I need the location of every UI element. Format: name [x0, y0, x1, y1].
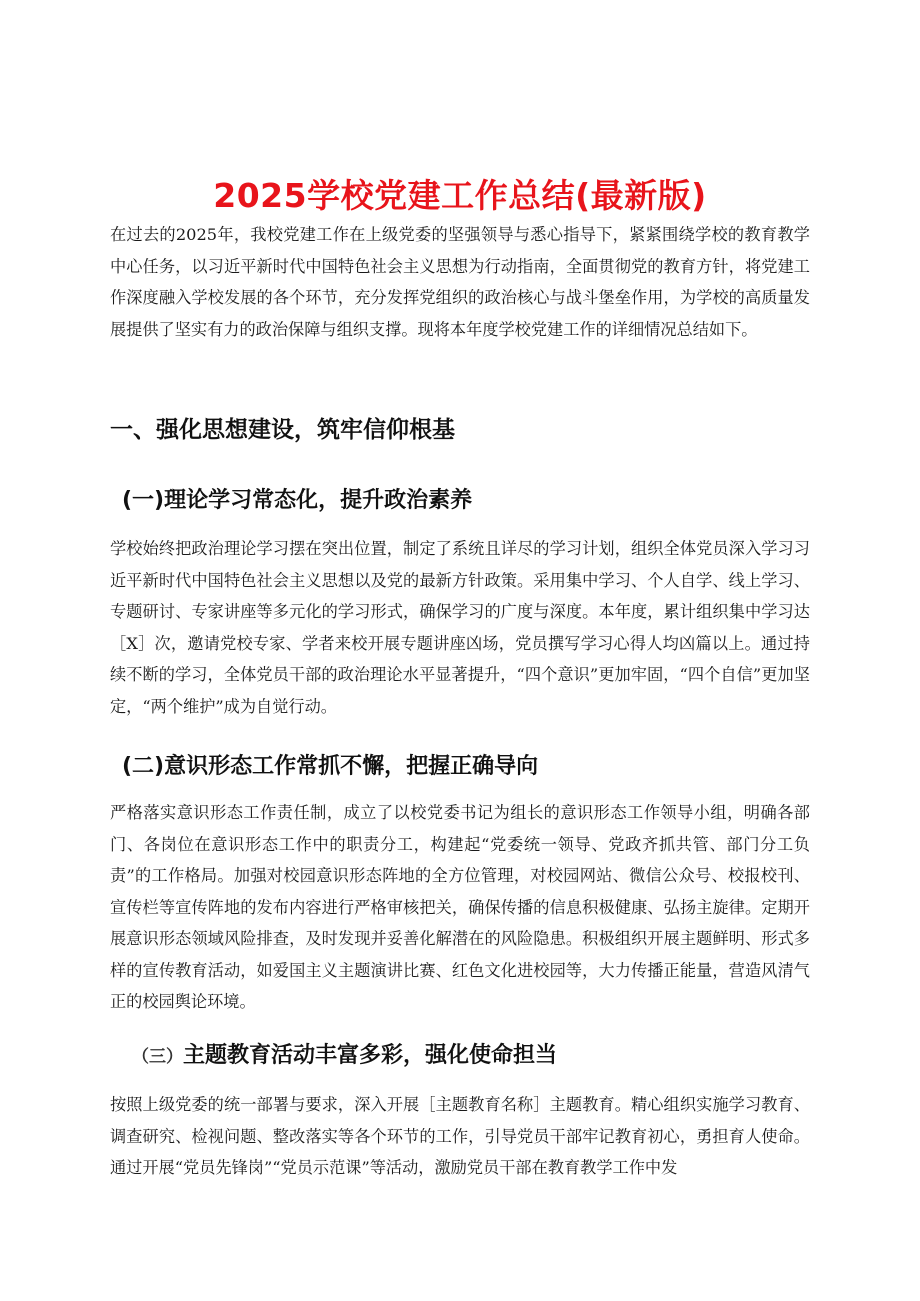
subsection-2-heading: (二)意识形态工作常抓不懈，把握正确导向: [122, 754, 539, 779]
subsection-3-prefix: （三）: [132, 1047, 183, 1067]
subsection-3-body: 按照上级党委的统一部署与要求，深入开展［主题教育名称］主题教育。精心组织实施学习教育、调查研究、检视问题、整改落实等各个环节的工作，引导党员干部牢记教育初心，勇担育人使命。通过开展“党员先锋岗”“党员示范课”等活动，激励党员干部在教育教学工作中发: [110, 1095, 810, 1177]
subsection-3-title: 主题教育活动丰富多彩，强化使命担当: [183, 1043, 558, 1068]
document-title: 2025学校党建工作总结(最新版): [213, 176, 707, 216]
section-1-heading: 一、强化思想建设，筑牢信仰根基: [110, 417, 455, 443]
subsection-3-heading: [132, 1039, 557, 1074]
subsection-1-body: 学校始终把政治理论学习摆在突出位置，制定了系统且详尽的学习计划，组织全体党员深入学习习近平新时代中国特色社会主义思想以及党的最新方针政策。采用集中学习、个人自学、线上学习、专题研讨、专家讲座等多元化的学习形式，确保学习的广度与深度。本年度，累计组织集中学习达［X］次，邀请党校专家、学者来校开展专题讲座凶场，党员撰写学习心得人均凶篇以上。通过持续不断的学习，全体党员干部的政治理论水平显著提升，“四个意识”更加牢固，“四个自信”更加坚定，“两个维护”成为自觉行动。: [110, 539, 810, 716]
intro-paragraph: 在过去的2025年，我校党建工作在上级党委的坚强领导与悉心指导下，紧紧围绕学校的教育教学中心任务，以习近平新时代中国特色社会主义思想为行动指南，全面贯彻党的教育方针，将党建工作深度融入学校发展的各个环节，充分发挥党组织的政治核心与战斗堡垒作用，为学校的高质量发展提供了坚实有力的政治保障与组织支撑。现将本年度学校党建工作的详细情况总结如下。: [110, 225, 810, 339]
subsection-1-heading: (一)理论学习常态化，提升政治素养: [122, 488, 473, 513]
subsection-2-body: 严格落实意识形态工作责任制，成立了以校党委书记为组长的意识形态工作领导小组，明确各部门、各岗位在意识形态工作中的职责分工，构建起“党委统一领导、党政齐抓共管、部门分工负责”的工作格局。加强对校园意识形态阵地的全方位管理，对校园网站、微信公众号、校报校刊、宣传栏等宣传阵地的发布内容进行严格审核把关，确保传播的信息积极健康、弘扬主旋律。定期开展意识形态领域风险排查，及时发现并妥善化解潜在的风险隐患。积极组织开展主题鲜明、形式多样的宣传教育活动，如爱国主义主题演讲比赛、红色文化进校园等，大力传播正能量，营造风清气正的校园舆论环境。: [110, 803, 810, 1011]
